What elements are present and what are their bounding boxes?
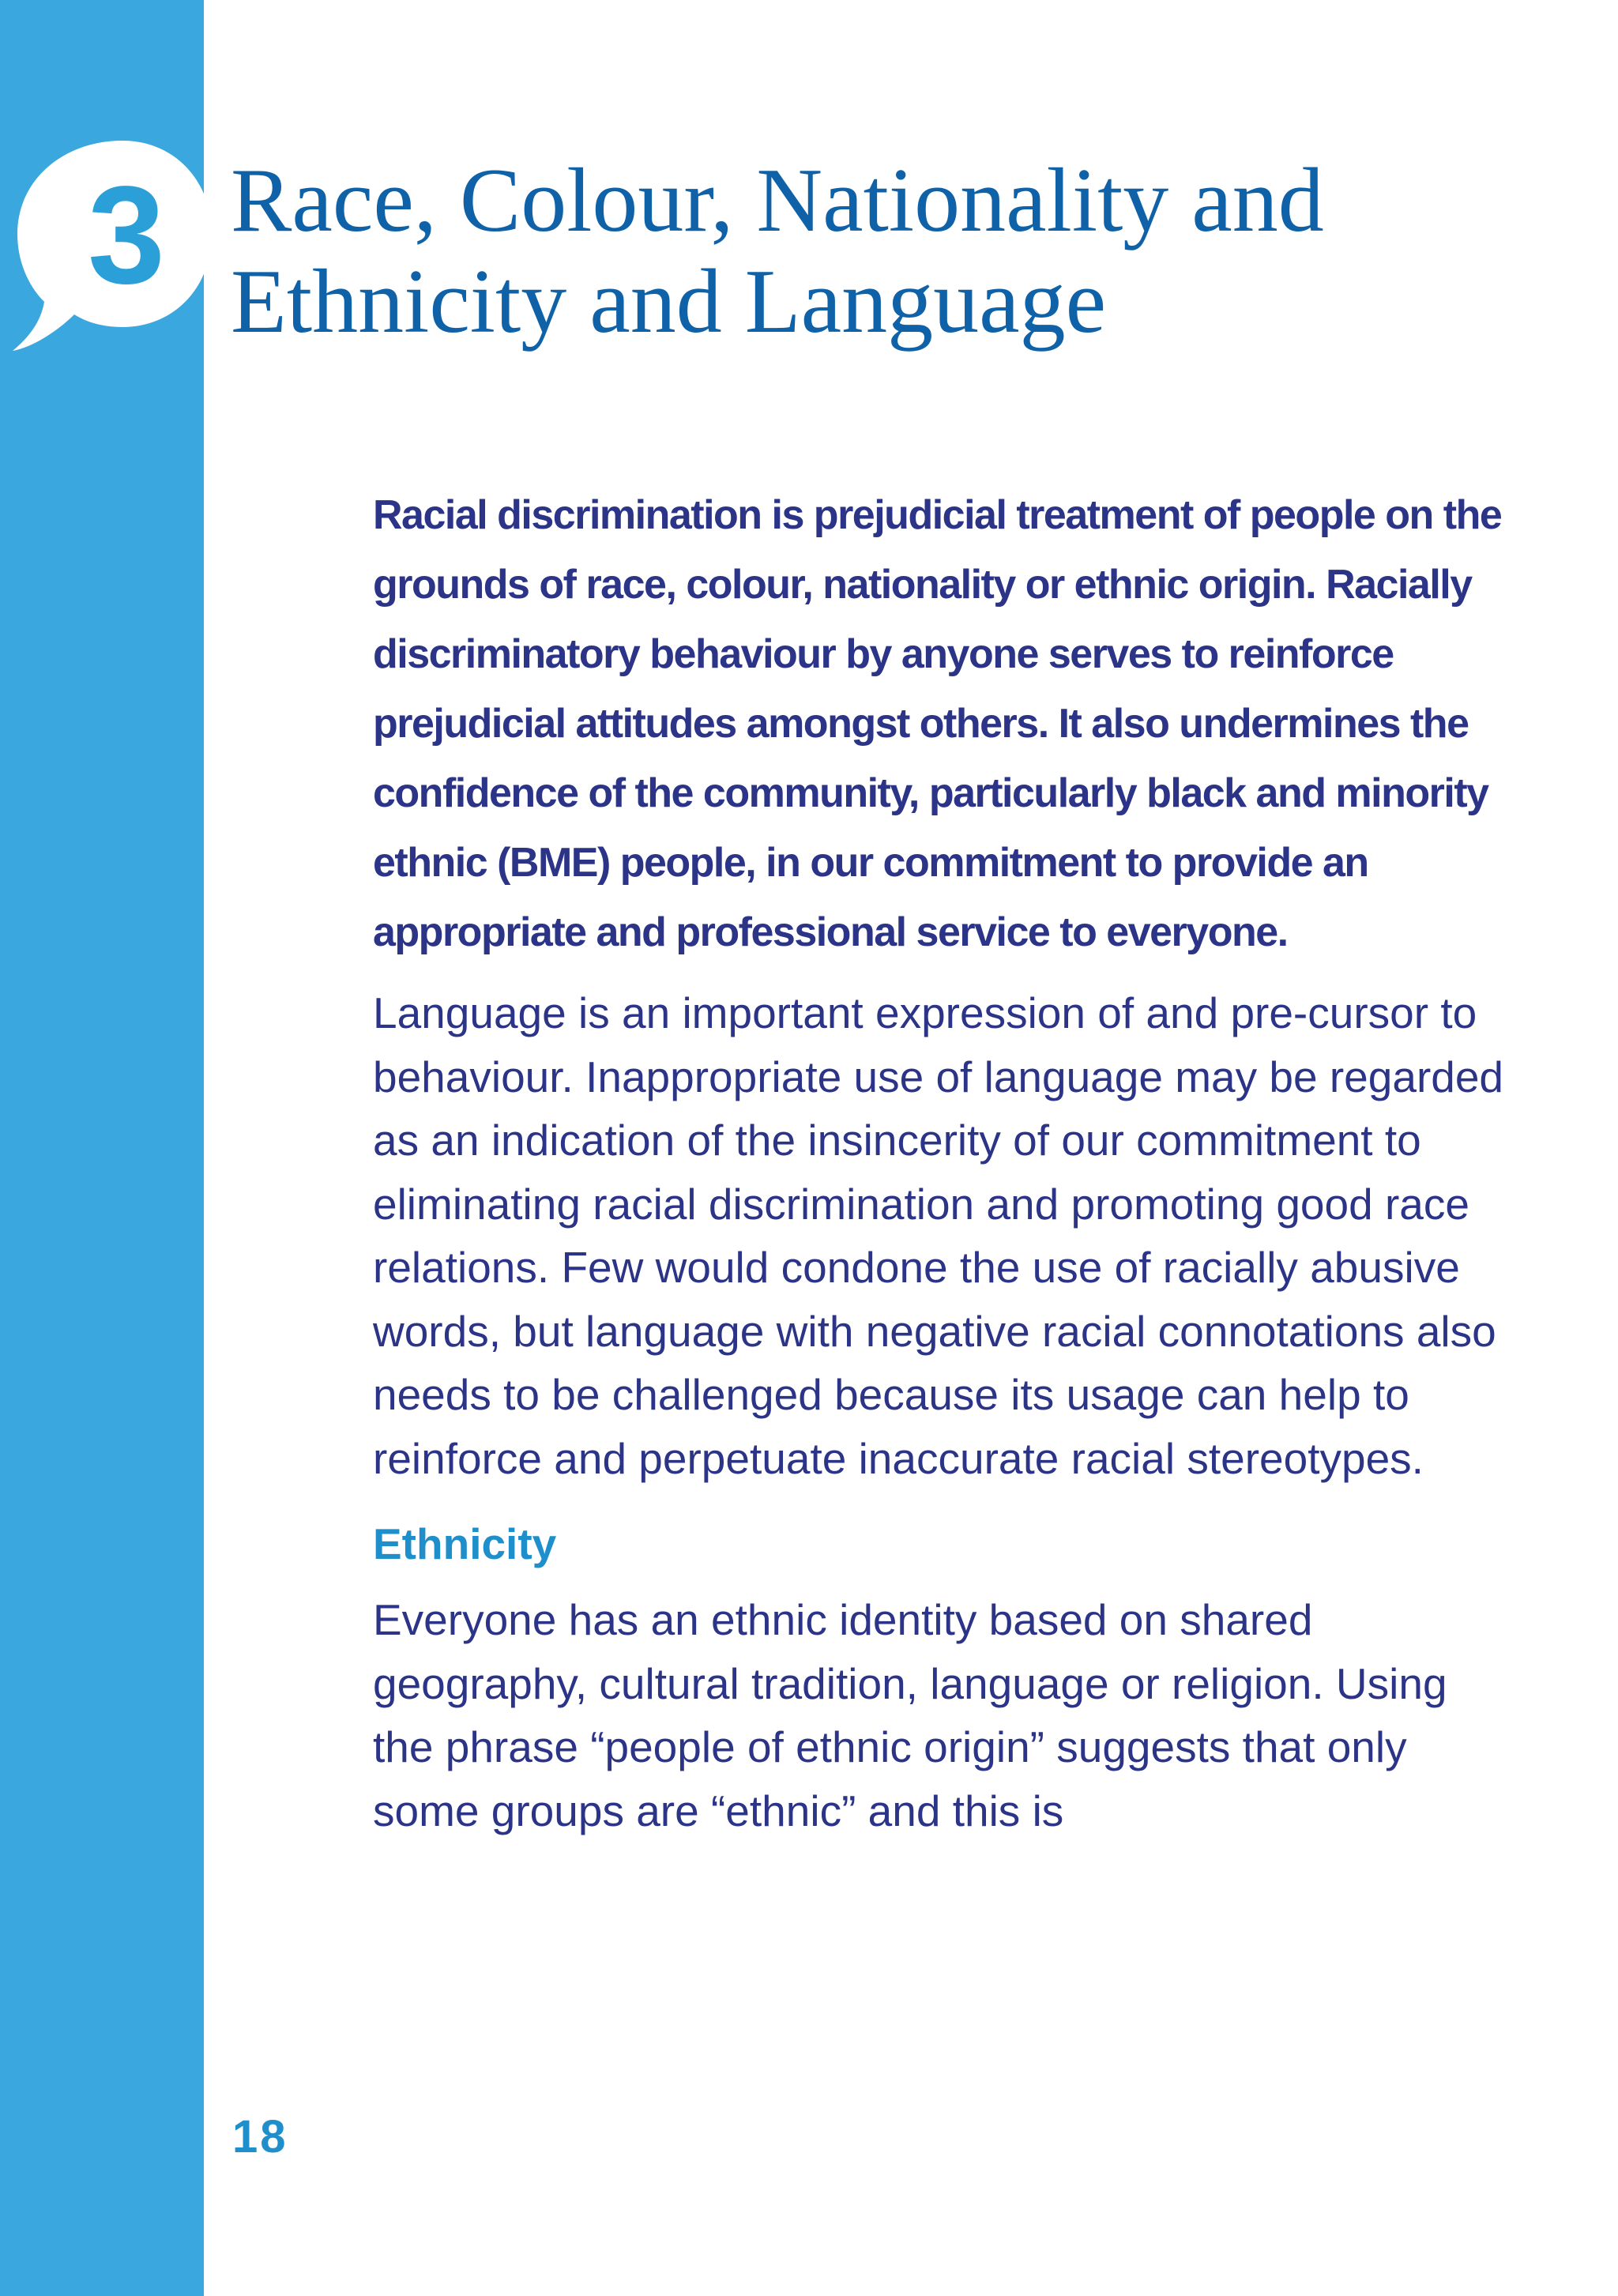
body-text bbox=[373, 480, 1511, 1842]
language-paragraph: Language is an important expression of and pre-cursor to behaviour. Inappropriate use of language may be regarded as an indication of the insincerity of our commitment to eliminating racial discrimination and promoting good race relations. Few would condone the use of racially abusive words, but language with negative racial connotations also needs to be challenged because its usage can help to reinforce and perpetuate inaccurate racial stereotypes. bbox=[373, 988, 1504, 1483]
title-line-2: Ethnicity and Language bbox=[231, 251, 1107, 352]
page-number: 18 bbox=[232, 2111, 288, 2162]
intro-paragraph: Racial discrimination is prejudicial treatment of people on the grounds of race, colour, nationality or ethnic origin. Racially discriminatory behaviour by anyone serves to reinforce prejudicial attitudes amongst others. It also undermines the confidence of the community, particularly black and minority ethnic (BME) people, in our commitment to provide an appropriate and professional service to everyone. bbox=[373, 492, 1502, 955]
section-heading-ethnicity: Ethnicity bbox=[373, 1519, 557, 1568]
page-title bbox=[231, 150, 1574, 352]
title-line-1: Race, Colour, Nationality and bbox=[231, 150, 1324, 251]
ethnicity-paragraph: Everyone has an ethnic identity based on shared geography, cultural tradition, language or religion. Using the phrase “people of ethnic origin” suggests that only some groups are “ethnic” and this is bbox=[373, 1595, 1447, 1835]
chapter-number: 3 bbox=[88, 158, 165, 313]
